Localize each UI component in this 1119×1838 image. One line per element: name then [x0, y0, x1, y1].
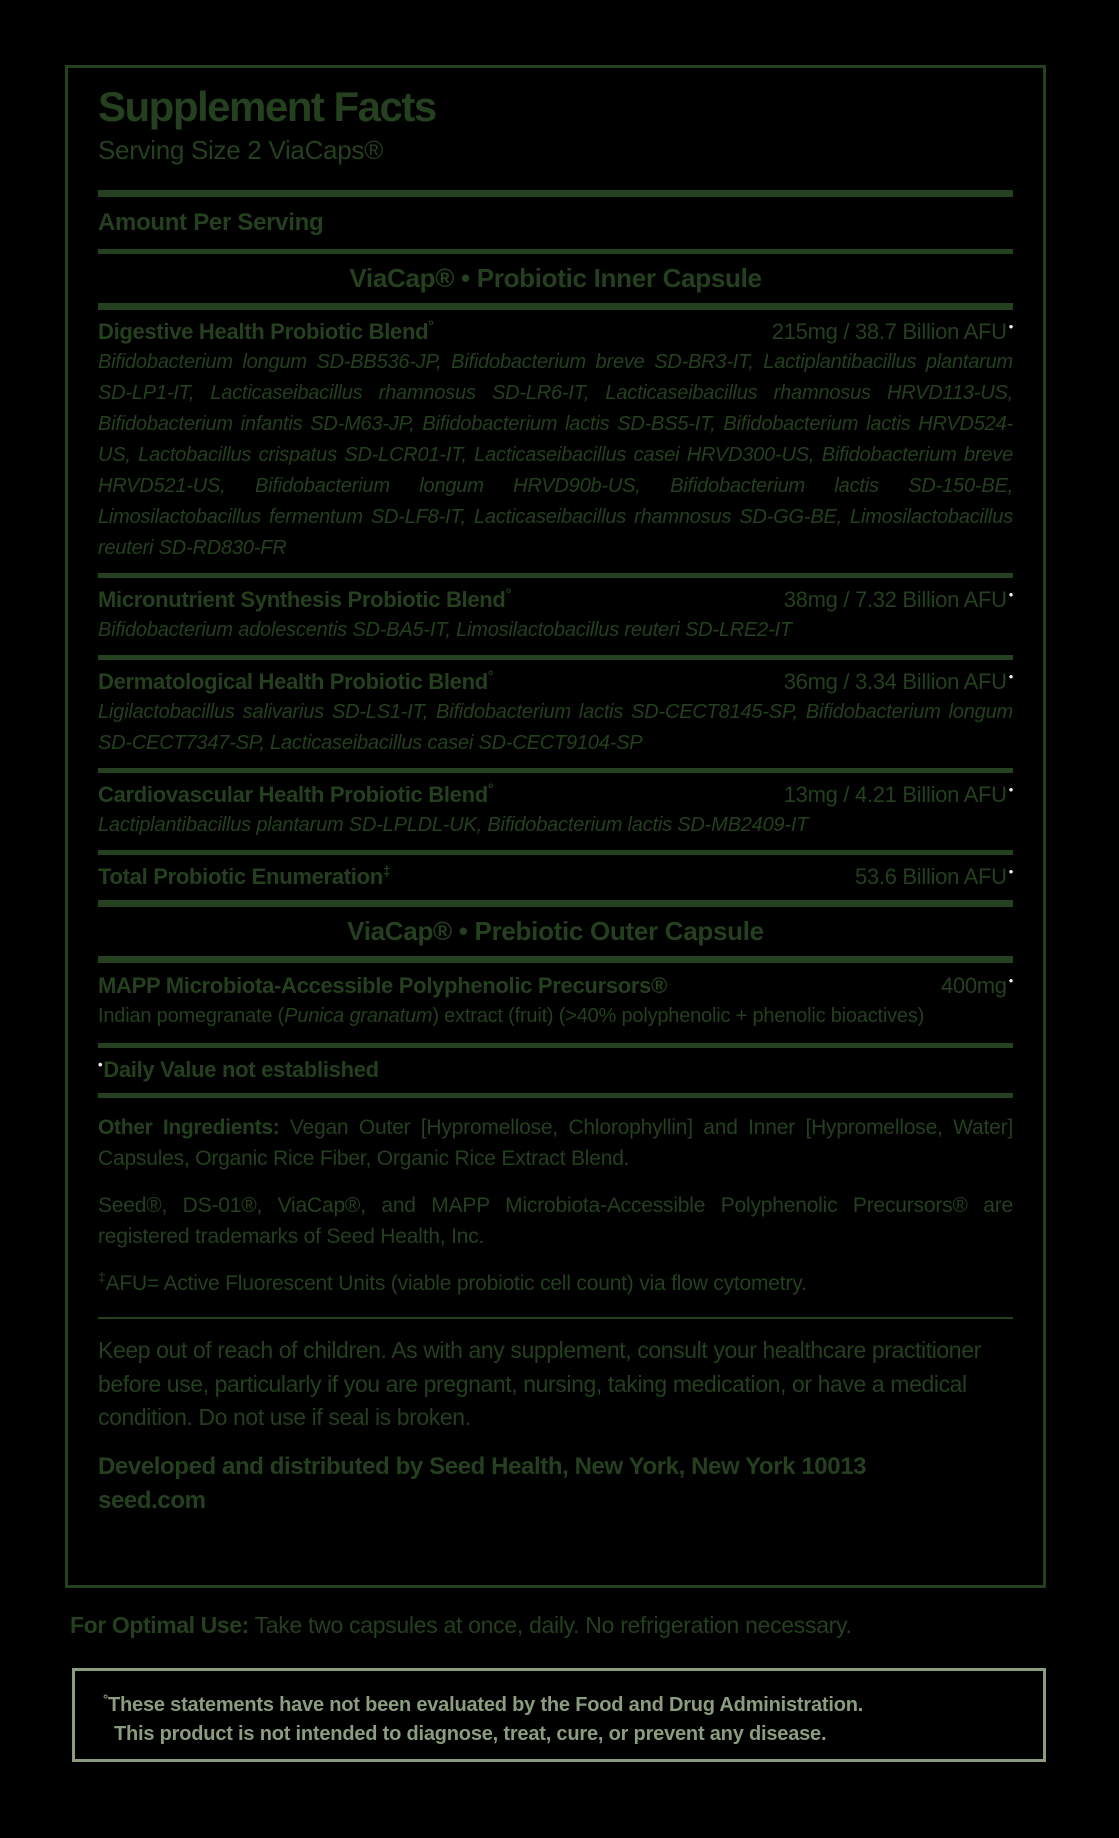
blend-amount: 38mg / 7.32 Billion AFU • — [783, 587, 1013, 613]
blend-strains: Bifidobacterium longum SD-BB536-JP, Bifidobacterium breve SD-BR3-IT, Lactiplantibacillus plantarum SD-LP1-IT, Lacticaseibacillus rhamnosus SD-LR6-IT, Lacticaseibacillus rhamnosus HRVD113-US, Bifidobacterium infantis SD-M63-JP, Bifidobacterium lactis SD-BS5-IT, Bifidobacterium lactis HRVD524-US, Lactobacillus crispatus SD-LCR01-IT, Lacticaseibacillus casei HRVD300-US, Bifidobacterium breve HRVD521-US, Bifidobacterium longum HRVD90b-US, Bifidobacterium lactis SD-150-BE, Limosilactobacillus fermentum SD-LF8-IT, Lacticaseibacillus rhamnosus SD-GG-BE, Limosilactobacillus reuteri SD-RD830-FR — [98, 351, 1013, 560]
disclaimer-ref-mark: ° — [487, 781, 494, 798]
divider — [98, 303, 1013, 310]
divider — [98, 1093, 1013, 1098]
website: seed.com — [98, 1486, 206, 1514]
optimal-use-note: For Optimal Use: Take two capsules at once, daily. No refrigeration necessary. — [70, 1612, 852, 1638]
afu-definition: ‡AFU= Active Fluorescent Units (viable probiotic cell count) via flow cytometry. — [98, 1269, 807, 1296]
divider — [98, 1317, 1013, 1319]
blend-digestive — [98, 319, 1013, 564]
total-amount: 53.6 Billion AFU • — [855, 864, 1013, 890]
blend-amount: 13mg / 4.21 Billion AFU • — [783, 782, 1013, 808]
blend-strains: Lactiplantibacillus plantarum SD-LPLDL-UK, Bifidobacterium lactis SD-MB2409-IT — [98, 814, 809, 837]
mapp-description: Indian pomegranate (Punica granatum) extract (fruit) (>40% polyphenolic + phenolic bioactives) — [98, 1005, 925, 1028]
divider — [98, 900, 1013, 907]
blend-strains: Bifidobacterium adolescentis SD-BA5-IT, Limosilactobacillus reuteri SD-LRE2-IT — [98, 619, 792, 642]
divider — [98, 190, 1013, 197]
blend-row — [98, 587, 1013, 613]
blend-cardiovascular — [98, 782, 1013, 841]
blend-name: Digestive Health Probiotic Blend° — [98, 318, 434, 345]
fda-disclaimer-line1: °These statements have not been evaluated by the Food and Drug Administration. — [103, 1691, 864, 1716]
blend-row — [98, 319, 1013, 345]
amount-per-serving-header: Amount Per Serving — [98, 209, 324, 237]
divider — [98, 655, 1013, 660]
blend-micronutrient — [98, 587, 1013, 646]
distributor-info — [98, 1450, 1013, 1517]
daily-value-dot: • — [1008, 669, 1013, 685]
divider — [98, 956, 1013, 963]
panel-title: Supplement Facts — [98, 83, 436, 130]
daily-value-dot: • — [1008, 864, 1013, 880]
divider — [98, 573, 1013, 578]
divider — [98, 768, 1013, 773]
other-ingredients: Other Ingredients: Vegan Outer [Hypromellose, Chlorophyllin] and Inner [Hypromellose, Water] Capsules, Organic Rice Fiber, Organic Rice Extract Blend. — [98, 1116, 1013, 1171]
latin-name: Punica granatum — [284, 1005, 433, 1028]
serving-size: Serving Size 2 ViaCaps® — [98, 135, 383, 166]
fda-disclaimer-box — [72, 1668, 1046, 1762]
divider — [98, 1043, 1013, 1048]
trademark-note: Seed®, DS-01®, ViaCap®, and MAPP Microbiota-Accessible Polyphenolic Precursors® are registered trademarks of Seed Health, Inc. — [98, 1194, 1013, 1249]
disclaimer-ref-mark: ° — [505, 586, 511, 603]
blend-row — [98, 782, 1013, 808]
divider — [98, 850, 1013, 855]
daily-value-dot: • — [1008, 973, 1013, 989]
mapp-row — [98, 973, 1013, 999]
supplement-facts-panel — [65, 65, 1046, 1588]
disclaimer-ref-mark: ° — [428, 318, 434, 335]
mapp-name: MAPP Microbiota-Accessible Polyphenolic Precursors® — [98, 973, 668, 999]
blend-row — [98, 669, 1013, 695]
blend-name: Cardiovascular Health Probiotic Blend° — [98, 781, 494, 808]
blend-dermatological — [98, 669, 1013, 759]
optimal-use-label: For Optimal Use: — [70, 1612, 249, 1638]
disclaimer-ref-mark: ° — [487, 668, 494, 685]
disclaimer-ref-mark: ° — [103, 1691, 108, 1707]
blend-name: Dermatological Health Probiotic Blend° — [98, 668, 494, 695]
blend-name: Micronutrient Synthesis Probiotic Blend° — [98, 586, 511, 613]
daily-value-dot: • — [1008, 587, 1013, 603]
mapp-amount: 400mg • — [940, 973, 1013, 999]
daily-value-dot: • — [98, 1057, 103, 1073]
afu-ref-mark: ‡ — [98, 1269, 106, 1286]
inner-capsule-section-header: ViaCap® • Probiotic Inner Capsule — [349, 263, 762, 294]
other-ingredients-label: Other Ingredients: — [98, 1116, 280, 1140]
fda-disclaimer-line2: This product is not intended to diagnose, treat, cure, or prevent any disease. — [114, 1723, 827, 1745]
afu-ref-mark: ‡ — [382, 863, 391, 880]
distributor-line: Developed and distributed by Seed Health, New York, New York 10013 — [98, 1453, 867, 1481]
blend-strains: Ligilactobacillus salivarius SD-LS1-IT, Bifidobacterium lactis SD-CECT8145-SP, Bifidobacterium longum SD-CECT7347-SP, Lacticaseibacillus casei SD-CECT9104-SP — [98, 701, 1013, 755]
outer-capsule-section-header: ViaCap® • Prebiotic Outer Capsule — [347, 916, 764, 947]
total-label: Total Probiotic Enumeration‡ — [98, 863, 391, 890]
blend-amount: 215mg / 38.7 Billion AFU • — [771, 319, 1013, 345]
warning-text: Keep out of reach of children. As with any supplement, consult your healthcare practitioner before use, particularly if you are pregnant, nursing, taking medication, or have a medical condition. Do not use if seal is broken. — [98, 1337, 981, 1431]
divider — [98, 249, 1013, 254]
blend-amount: 36mg / 3.34 Billion AFU • — [783, 669, 1013, 695]
daily-value-footnote: •Daily Value not established — [98, 1057, 379, 1083]
daily-value-dot: • — [1008, 782, 1013, 798]
total-enumeration-row — [98, 864, 1013, 890]
daily-value-dot: • — [1008, 319, 1013, 335]
